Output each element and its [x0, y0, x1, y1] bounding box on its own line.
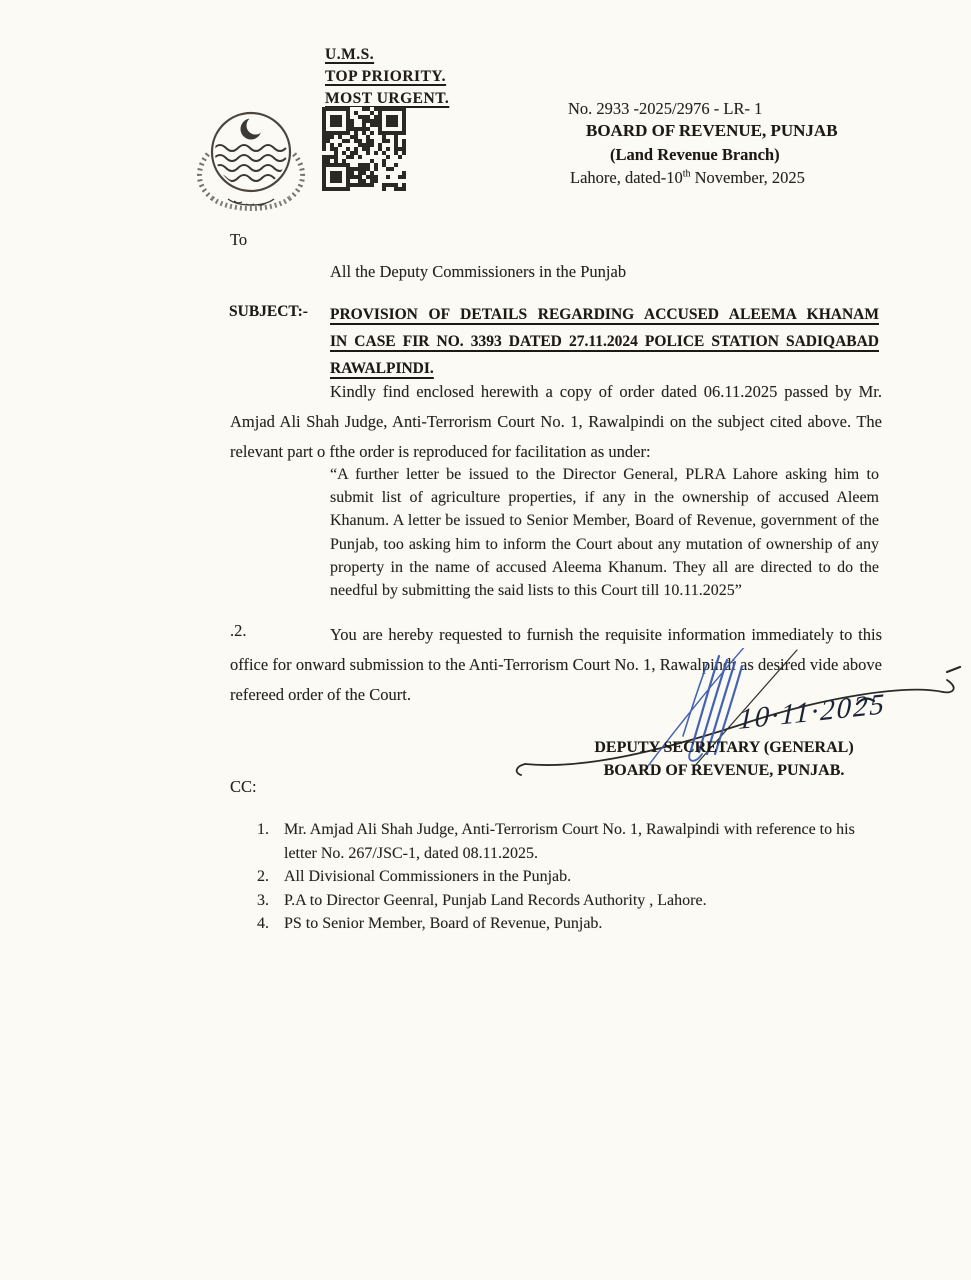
cc-item-text: PS to Senior Member, Board of Revenue, Punjab.: [284, 915, 603, 932]
date-ordinal-suffix: th: [682, 168, 691, 180]
subject-label: SUBJECT:-: [229, 303, 308, 320]
cc-item: [257, 865, 887, 889]
cc-item-text: All Divisional Commissioners in the Punjab.: [284, 868, 572, 885]
body-paragraph-2: You are hereby requested to furnish the requisite information immediately to this office for onward submission to the Anti-Terrorism Court No. 1, Rawalpindi as desired vide above refereed order of the Court.: [230, 625, 882, 704]
organization-name: BOARD OF REVENUE, PUNJAB: [586, 121, 838, 140]
cc-item-number: 4.: [257, 915, 269, 932]
branch-name: (Land Revenue Branch): [610, 145, 780, 164]
cc-item: [257, 889, 887, 913]
date-prefix: Lahore, dated-10: [570, 168, 683, 187]
priority-markings: [325, 44, 449, 110]
recipient-line: All the Deputy Commissioners in the Punjab: [330, 262, 627, 281]
handwritten-date: 10·11·2025: [737, 688, 887, 736]
subject-text: PROVISION OF DETAILS REGARDING ACCUSED ALEEMA KHANAM IN CASE FIR NO. 3393 DATED 27.11.2024 POLICE STATION SADIQABAD RAWALPINDI.: [330, 306, 879, 377]
punjab-government-emblem-icon: [188, 102, 314, 214]
date-suffix: November, 2025: [690, 168, 805, 187]
cc-label: CC:: [230, 777, 257, 796]
body-paragraph-1: Kindly find enclosed herewith a copy of order dated 06.11.2025 passed by Mr. Amjad Ali Shah Judge, Anti-Terrorism Court No. 1, Rawalpindi on the subject cited above. The relevant part o fthe order is reproduced for facilitation as under:: [230, 382, 882, 461]
place-date-line: [570, 168, 805, 188]
signatory-block: [556, 736, 892, 782]
cc-item: [257, 912, 887, 936]
cc-item-text: Mr. Amjad Ali Shah Judge, Anti-Terrorism Court No. 1, Rawalpindi with reference to his letter No. 267/JSC-1, dated 08.11.2025.: [284, 821, 855, 862]
paragraph-number: .2.: [230, 621, 247, 640]
signatory-title: DEPUTY SECRETARY (GENERAL): [594, 739, 854, 756]
cc-list: [257, 818, 887, 936]
cc-item-number: 3.: [257, 891, 269, 909]
reference-number: No. 2933 -2025/2976 - LR- 1: [568, 99, 763, 118]
priority-line-ums: U.M.S.: [325, 46, 375, 63]
qr-code: [322, 107, 406, 191]
cc-item-number: 1.: [257, 821, 269, 838]
priority-line-most-urgent: MOST URGENT.: [325, 90, 450, 107]
priority-line-top-priority: TOP PRIORITY.: [325, 68, 447, 85]
cc-item-number: 2.: [257, 868, 269, 885]
cc-item-text: P.A to Director Geenral, Punjab Land Records Authority , Lahore.: [284, 891, 707, 909]
cc-item: [257, 818, 887, 865]
to-label: To: [230, 230, 248, 249]
quoted-court-order: “A further letter be issued to the Director General, PLRA Lahore asking him to submit list of agriculture properties, if any in the ownership of accused Aleem Khanum. A letter be issued to Senior Member, Board of Revenue, government of the Punjab, too asking him to inform the Court about any mutation of ownership of any property in the name of accused Aleema Khanum. They all are directed to do the needful by submitting the said lists to this Court till 10.11.2025”: [330, 466, 879, 600]
signatory-org: BOARD OF REVENUE, PUNJAB.: [603, 762, 845, 779]
